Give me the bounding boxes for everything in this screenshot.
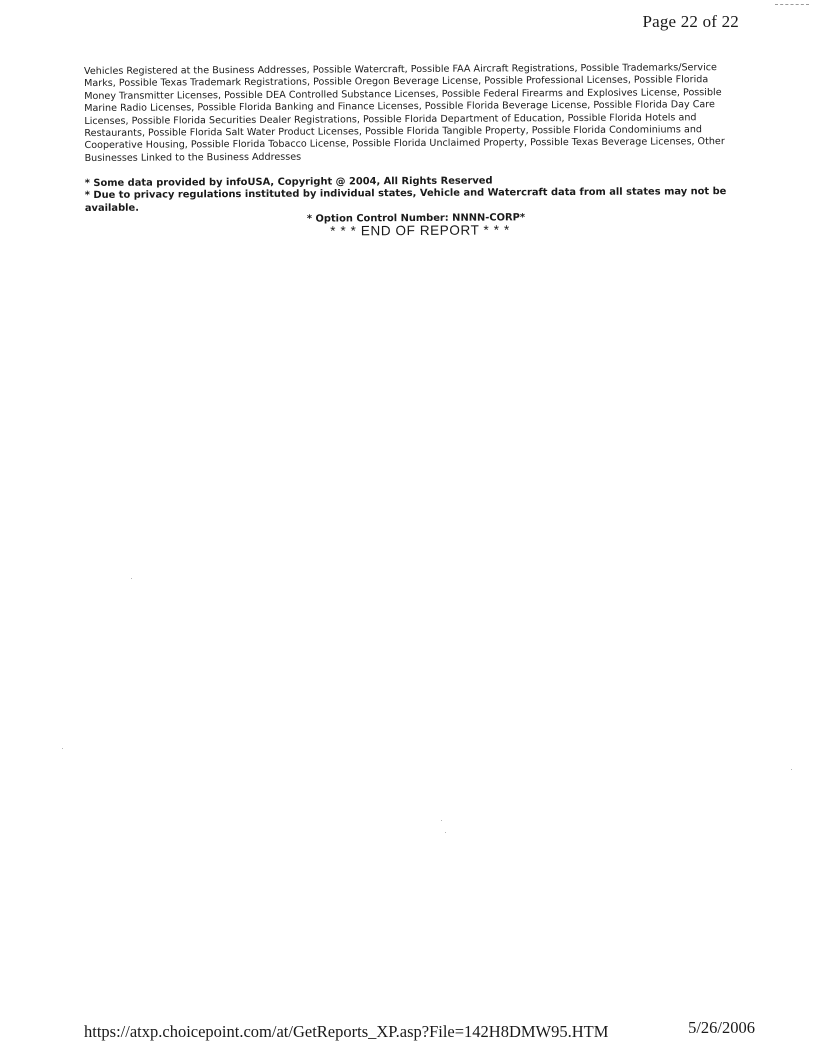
report-notes (85, 174, 737, 215)
option-control-number: * Option Control Number: NNNN-CORP* (306, 212, 526, 225)
end-of-report-marker: * * * END OF REPORT * * * (330, 222, 510, 239)
scan-speck (441, 820, 442, 821)
print-date: 5/26/2006 (688, 1018, 755, 1037)
scan-speck (791, 769, 792, 770)
page-number: Page 22 of 22 (642, 12, 739, 31)
source-url: https://atxp.choicepoint.com/at/GetReports_XP.asp?File=142H8DMW95.HTM (84, 1022, 609, 1041)
copyright-note: * Some data provided by infoUSA, Copyright @ 2004, All Rights Reserved (84, 175, 493, 190)
scan-speck (131, 578, 132, 579)
scan-corner-mark (775, 4, 809, 6)
scan-speck (445, 832, 446, 833)
report-content (84, 62, 737, 240)
scan-speck (62, 748, 63, 749)
privacy-note: * Due to privacy regulations instituted by individual states, Vehicle and Watercraft data from all states may not be available. (84, 186, 727, 214)
report-body-paragraph: Vehicles Registered at the Business Addresses, Possible Watercraft, Possible FAA Aircraft Registrations, Possible Trademarks/Service Marks, Possible Texas Trademark Registrations, Possible Oregon Beverage License, Possible Professional Licenses, Possible Florida Money Transmitter Licenses, Possible DEA Controlled Substance Licenses, Possible Federal Firearms and Explosives License, Possible Marine Radio Licenses, Possible Florida Banking and Finance Licenses, Possible Florida Beverage License, Possible Florida Day Care Licenses, Possible Florida Securities Dealer Registrations, Possible Florida Department of Education, Possible Florida Hotels and Restaurants, Possible Florida Salt Water Product Licenses, Possible Florida Tangible Property, Possible Florida Condominiums and Cooperative Housing, Possible Florida Tobacco License, Possible Florida Unclaimed Property, Possible Texas Beverage Licenses, Other Businesses Linked to the Business Addresses (84, 62, 725, 164)
